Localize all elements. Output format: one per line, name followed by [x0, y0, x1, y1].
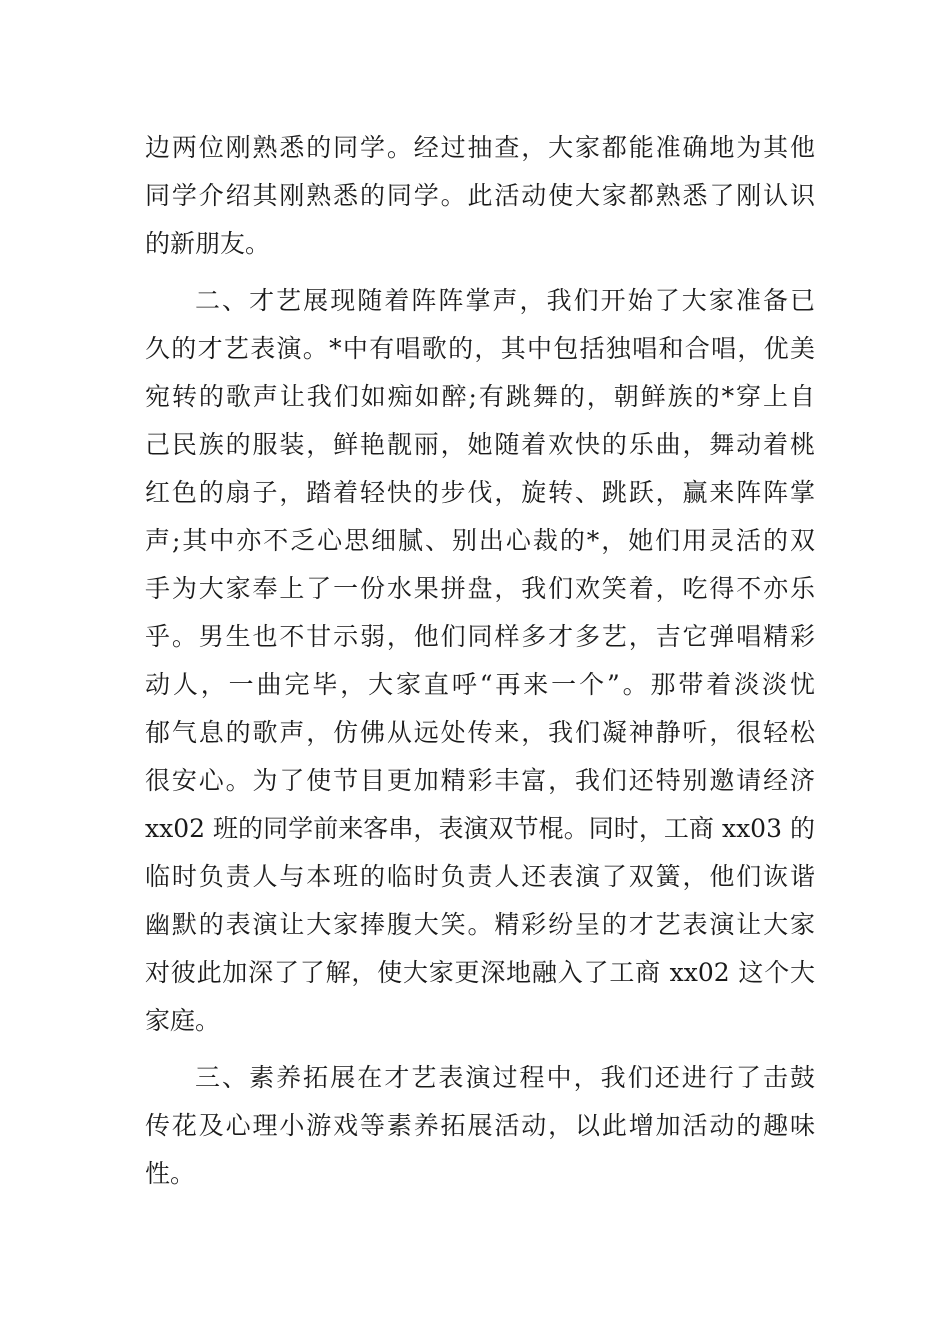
- text-line: 传花及心理小游戏等素养拓展活动，以此增加活动的趣味: [145, 1111, 815, 1140]
- paragraph-heading-line: 三、素养拓展在才艺表演过程中，我们还进行了击鼓: [195, 1063, 815, 1092]
- text-line: 同学介绍其刚熟悉的同学。此活动使大家都熟悉了刚认识: [145, 181, 815, 210]
- text-line: 久的才艺表演。*中有唱歌的，其中包括独唱和合唱，优美: [145, 334, 815, 363]
- text-line: 手为大家奉上了一份水果拼盘，我们欢笑着，吃得不亦乐: [145, 574, 815, 603]
- text-line: 家庭。: [145, 1006, 221, 1035]
- text-line: 动人，一曲完毕，大家直呼“再来一个”。那带着淡淡忧: [145, 670, 815, 699]
- text-line: 宛转的歌声让我们如痴如醉;有跳舞的，朝鲜族的*穿上自: [145, 382, 815, 411]
- text-line: xx02 班的同学前来客串，表演双节棍。同时，工商 xx03 的: [145, 814, 815, 843]
- text-line: 的新朋友。: [145, 229, 271, 258]
- text-line: 对彼此加深了了解，使大家更深地融入了工商 xx02 这个大: [145, 958, 815, 987]
- text-line: 很安心。为了使节目更加精彩丰富，我们还特别邀请经济: [145, 766, 815, 795]
- text-line: 郁气息的歌声，仿佛从远处传来，我们凝神静听，很轻松: [145, 718, 815, 747]
- text-line: 己民族的服装，鲜艳靓丽，她随着欢快的乐曲，舞动着桃: [145, 430, 815, 459]
- text-line: 乎。男生也不甘示弱，他们同样多才多艺，吉它弹唱精彩: [145, 622, 815, 651]
- text-line: 声;其中亦不乏心思细腻、别出心裁的*，她们用灵活的双: [145, 526, 815, 555]
- text-line: 边两位刚熟悉的同学。经过抽查，大家都能准确地为其他: [145, 133, 815, 162]
- text-line: 临时负责人与本班的临时负责人还表演了双簧，他们诙谐: [145, 862, 815, 891]
- text-line: 幽默的表演让大家捧腹大笑。精彩纷呈的才艺表演让大家: [145, 910, 815, 939]
- text-line: 红色的扇子，踏着轻快的步伐，旋转、跳跃，赢来阵阵掌: [145, 478, 815, 507]
- text-line: 性。: [145, 1159, 196, 1188]
- paragraph-heading-line: 二、才艺展现随着阵阵掌声，我们开始了大家准备已: [195, 286, 815, 315]
